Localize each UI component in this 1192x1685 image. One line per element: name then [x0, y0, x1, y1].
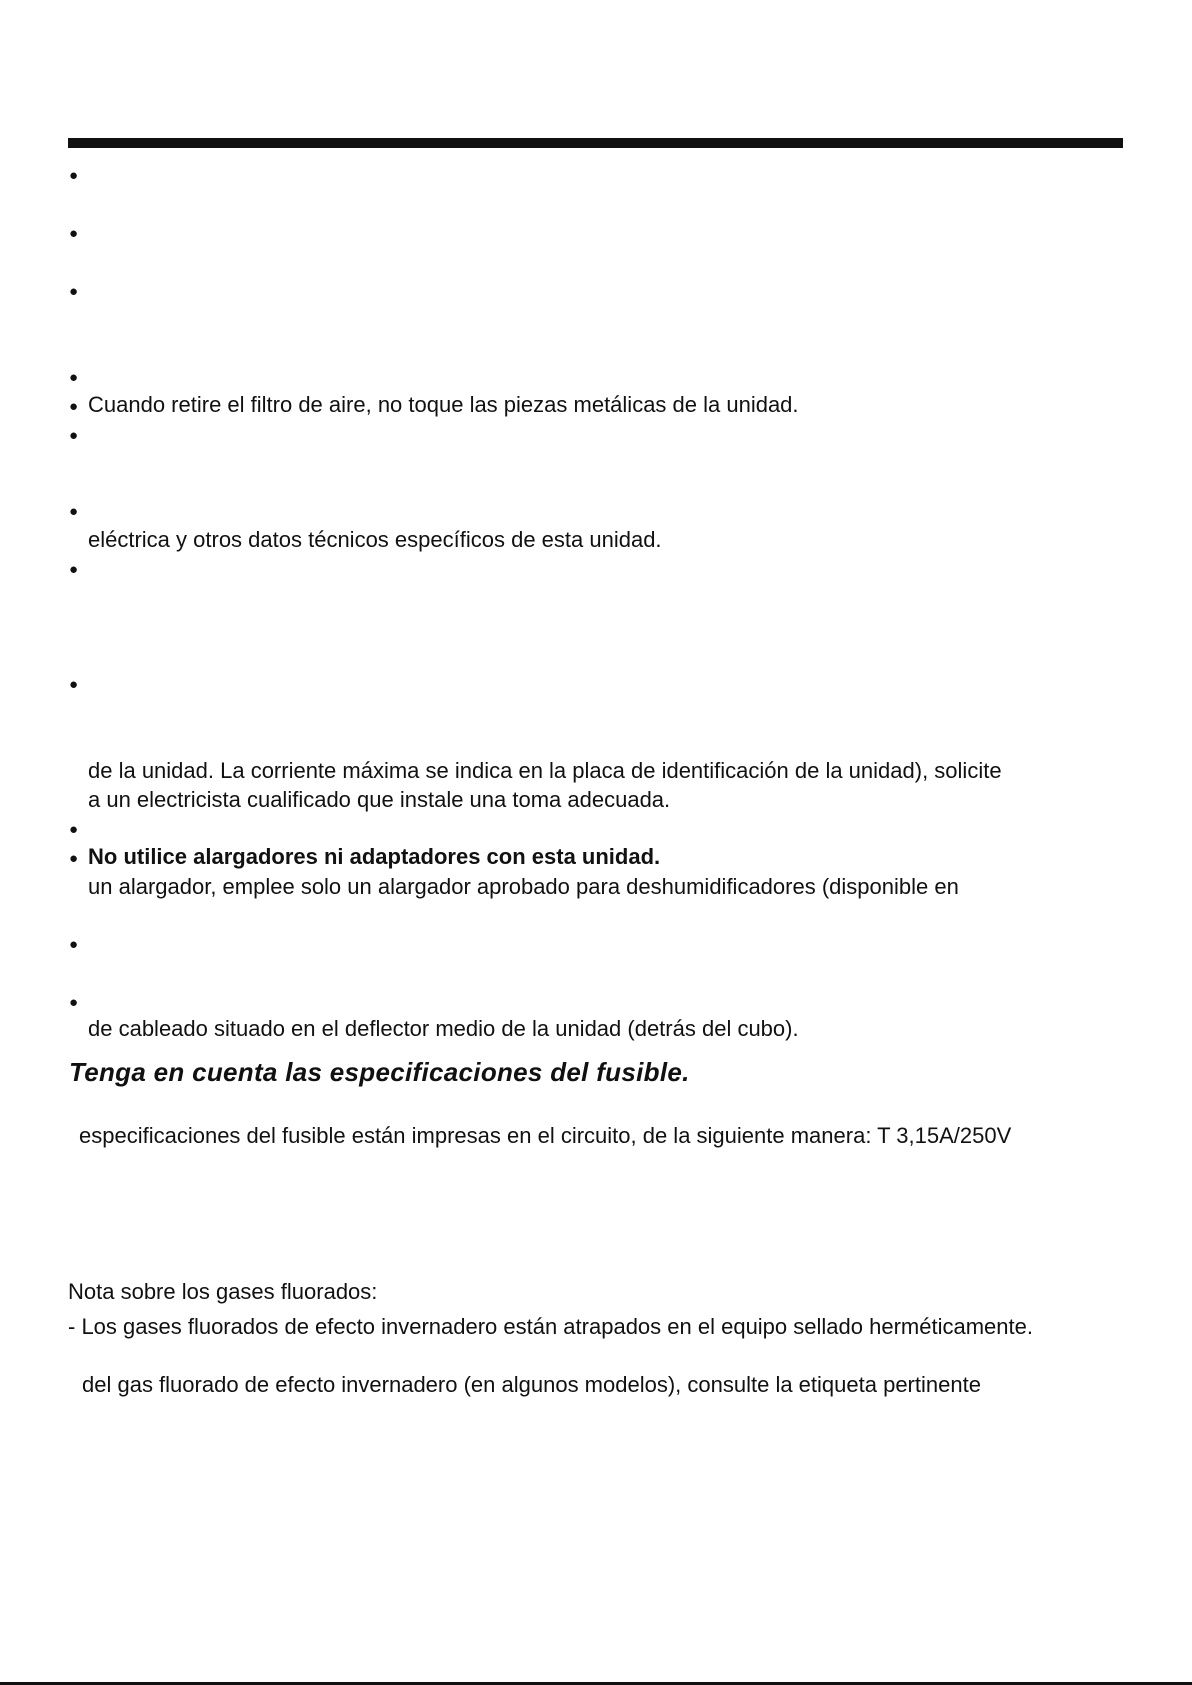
bullet-marker: ●: [69, 503, 79, 520]
bullet-marker: ●: [69, 167, 79, 184]
bullet-marker: ●: [69, 427, 79, 444]
extension-cord-text: un alargador, emplee solo un alargador aprobado para deshumidificadores (disponible en: [88, 874, 959, 899]
top-rule: [68, 138, 1123, 148]
bullet-marker: ●: [69, 225, 79, 242]
bullet-marker: ●: [69, 283, 79, 300]
fgas-label-text: del gas fluorado de efecto invernadero (en algunos modelos), consulte la etiqueta pertinente: [82, 1372, 981, 1397]
bullet-marker: ●: [69, 676, 79, 693]
electrical-data-text: eléctrica y otros datos técnicos específicos de esta unidad.: [88, 527, 662, 552]
filter-warning-text: Cuando retire el filtro de aire, no toque las piezas metálicas de la unidad.: [88, 392, 799, 417]
wiring-text: de cableado situado en el deflector medio de la unidad (detrás del cubo).: [88, 1016, 799, 1041]
no-extension-warning: No utilice alargadores ni adaptadores con esta unidad.: [88, 844, 661, 869]
bullet-marker: ●: [69, 821, 79, 838]
fgas-sealed-text: - Los gases fluorados de efecto invernadero están atrapados en el equipo sellado herméticamente.: [68, 1314, 1033, 1339]
fuse-spec-text: especificaciones del fusible están impresas en el circuito, de la siguiente manera: T 3,15A/250V: [79, 1123, 1012, 1148]
bullet-marker: ●: [69, 369, 79, 386]
bullet-marker: ●: [69, 850, 79, 867]
bullet-marker: ●: [69, 936, 79, 953]
fgas-note-title: Nota sobre los gases fluorados:: [68, 1279, 378, 1304]
fuse-heading: Tenga en cuenta las especificaciones del fusible.: [69, 1057, 690, 1087]
bullet-marker: ●: [69, 994, 79, 1011]
bullet-marker: ●: [69, 398, 79, 415]
bullet-marker: ●: [69, 561, 79, 578]
unit-current-text: de la unidad. La corriente máxima se indica en la placa de identificación de la unidad), solicite: [88, 758, 1002, 783]
electrician-text: a un electricista cualificado que instale una toma adecuada.: [88, 787, 671, 812]
